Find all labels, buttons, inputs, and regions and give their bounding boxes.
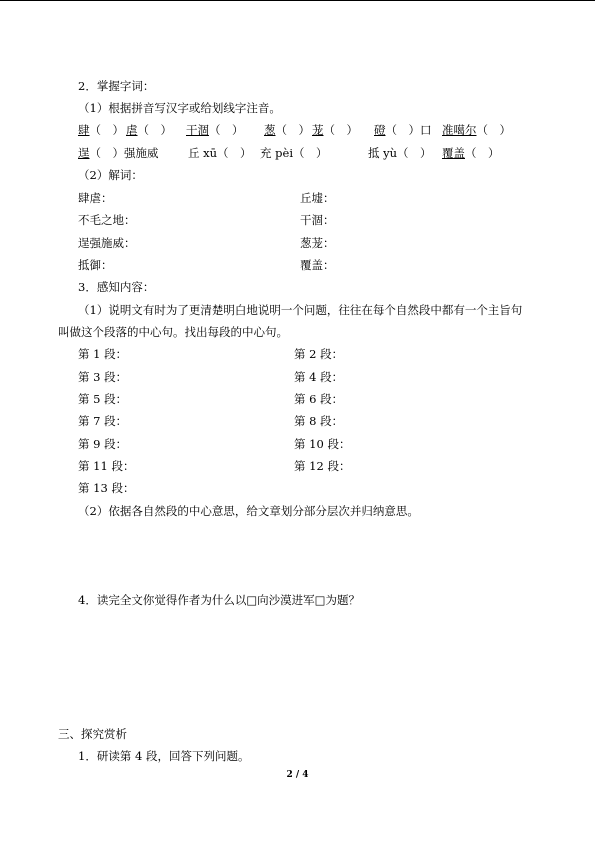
definition-item: 逞强施威： [78, 236, 136, 250]
definition-item: 葱茏： [300, 236, 335, 250]
definition-item: 肆虐： [78, 191, 113, 205]
top-border-line [0, 0, 595, 1]
paragraph-label: 第 10 段： [294, 437, 351, 451]
definition-item: 覆盖： [300, 258, 335, 272]
word: 茏 [312, 123, 324, 137]
paragraph-label: 第 4 段： [294, 370, 344, 384]
paragraph-label: 第 12 段： [294, 459, 351, 473]
word: 磴 [374, 123, 386, 137]
blank: （ ） [323, 123, 358, 137]
word: 干涸 [186, 123, 209, 137]
blank: （ ） [476, 123, 511, 137]
blank: （ ） [137, 123, 172, 137]
blank: （ ）强施威 [89, 146, 159, 160]
blank: （ ） [89, 123, 124, 137]
question-2-instruction: （2）解词： [78, 168, 143, 182]
pinyin-item: 丘 xū（ ） [188, 146, 252, 160]
paragraph-label: 第 11 段： [78, 459, 135, 473]
section-3-q2: （2）依据各自然段的中心意思，给文章划分部分层次并归纳意思。 [78, 504, 419, 518]
section-3-title: 3．感知内容： [78, 280, 155, 294]
word: 准噶尔 [442, 123, 477, 137]
paragraph-label: 第 13 段： [78, 481, 135, 495]
paragraph-label: 第 1 段： [78, 347, 128, 361]
word: 覆盖 [442, 146, 465, 160]
word: 肆 [78, 123, 90, 137]
blank: （ ） [465, 146, 500, 160]
blank: （ ） [275, 123, 310, 137]
pinyin-item: 充 pèi（ ） [260, 146, 328, 160]
blank: （ ） [209, 123, 244, 137]
pinyin-item: 抵 yù（ ） [368, 146, 432, 160]
paragraph-label: 第 5 段： [78, 392, 128, 406]
definition-item: 不毛之地： [78, 213, 136, 227]
paragraph-label: 第 8 段： [294, 414, 344, 428]
definition-item: 丘墟： [300, 191, 335, 205]
definition-item: 抵御： [78, 258, 113, 272]
section-4-question: 4．读完全文你觉得作者为什么以□向沙漠进军□为题？ [78, 593, 361, 607]
word: 虐 [126, 123, 138, 137]
definition-item: 干涸： [300, 213, 335, 227]
blank: （ ）口 [385, 123, 432, 137]
paragraph-label: 第 2 段： [294, 347, 344, 361]
paragraph-label: 第 3 段： [78, 370, 128, 384]
section-title: 三、探究赏析 [58, 727, 127, 741]
section-3-q1-line2: 叫做这个段落的中心句。找出每段的中心句。 [58, 325, 288, 339]
section-5-q1: 1．研读第 4 段，回答下列问题。 [78, 749, 250, 763]
section-3-q1-line1: （1）说明文有时为了更清楚明白地说明一个问题，往往在每个自然段中都有一个主旨句 [78, 303, 523, 317]
page-number: 2 / 4 [286, 770, 309, 780]
question-1-instruction: （1）根据拼音写汉字或给划线字注音。 [78, 101, 281, 115]
paragraph-label: 第 9 段： [78, 437, 128, 451]
word: 逞 [78, 146, 90, 160]
word: 葱 [264, 123, 276, 137]
paragraph-label: 第 6 段： [294, 392, 344, 406]
paragraph-label: 第 7 段： [78, 414, 128, 428]
section-2-title: 2．掌握字词： [78, 79, 155, 93]
